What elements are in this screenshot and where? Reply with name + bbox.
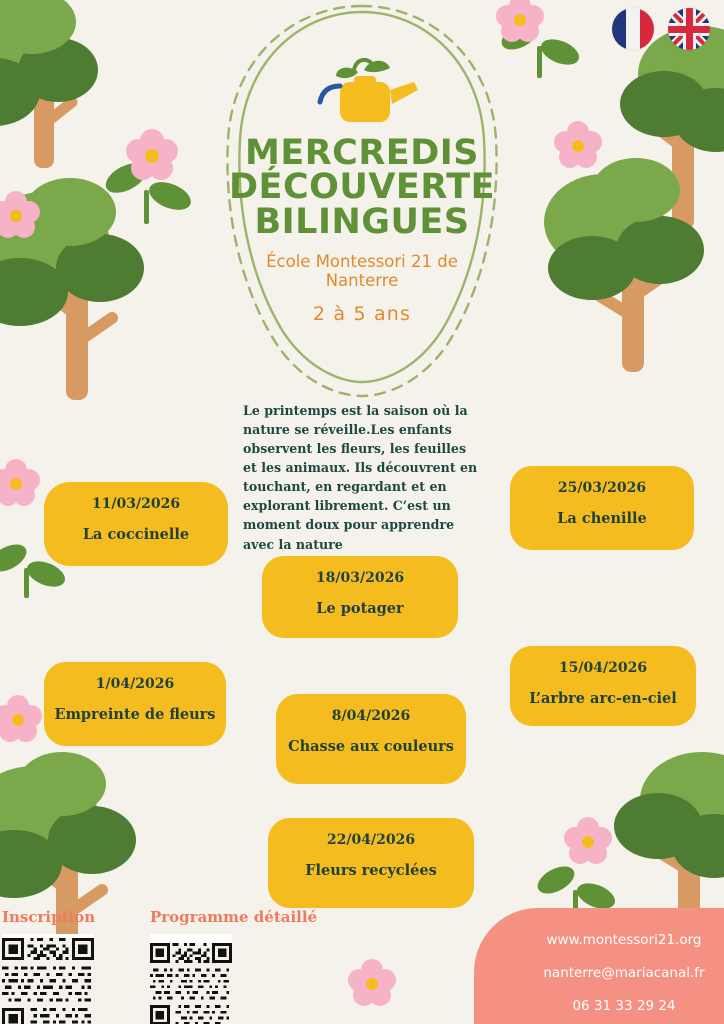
session-date: 1/04/2026 xyxy=(95,676,175,692)
session-title: Fleurs recyclées xyxy=(305,862,437,879)
school-line-1: École Montessori 21 de xyxy=(266,251,458,271)
inscription-qr-block[interactable] xyxy=(2,908,95,1024)
session-card[interactable] xyxy=(510,466,694,550)
uk-flag[interactable] xyxy=(668,8,710,50)
programme-qr-code[interactable] xyxy=(150,934,232,1024)
session-date: 18/03/2026 xyxy=(315,570,405,586)
age-range: 2 à 5 ans xyxy=(312,302,412,325)
session-title: La coccinelle xyxy=(82,526,190,543)
watering-can-icon xyxy=(302,56,422,132)
session-title: Le potager xyxy=(316,600,404,617)
title-line-2: DÉCOUVERTE xyxy=(229,167,495,208)
website-link[interactable]: www.montessori21.org xyxy=(546,932,702,948)
inscription-qr-code[interactable] xyxy=(2,934,94,1024)
session-card[interactable] xyxy=(44,482,228,566)
email-link[interactable]: nanterre@mariacanal.fr xyxy=(543,965,705,982)
school-name xyxy=(212,252,512,291)
session-title: Chasse aux couleurs xyxy=(288,738,454,755)
phone-number[interactable]: 06 31 33 29 24 xyxy=(572,998,676,1015)
session-date: 25/03/2026 xyxy=(557,480,647,496)
session-date: 15/04/2026 xyxy=(558,660,648,676)
contact-block xyxy=(474,908,724,1024)
programme-qr-block[interactable] xyxy=(150,908,317,1024)
intro-paragraph: Le printemps est la saison où la nature se réveille.Les enfants observent les fleurs, les feuilles et les animaux. Ils découvrent en touchant, en regardant et en explorant librement. C’est un moment doux pour apprendre avec la nature xyxy=(243,402,478,552)
session-card[interactable] xyxy=(44,662,226,746)
session-title: La chenille xyxy=(557,510,647,527)
session-date: 8/04/2026 xyxy=(331,708,411,724)
session-card[interactable] xyxy=(276,694,466,784)
session-date: 11/03/2026 xyxy=(91,496,181,512)
session-card[interactable] xyxy=(262,556,458,638)
title-line-1: MERCREDIS xyxy=(244,133,480,173)
session-card[interactable] xyxy=(510,646,696,726)
french-flag[interactable] xyxy=(612,8,654,50)
title-line-3: BILINGUES xyxy=(254,201,470,242)
session-card[interactable] xyxy=(268,818,474,908)
session-title: Empreinte de fleurs xyxy=(54,706,216,723)
session-title: L’arbre arc-en-ciel xyxy=(529,690,677,707)
school-line-2: Nanterre xyxy=(325,271,399,291)
page-title xyxy=(212,133,512,242)
inscription-label: Inscription xyxy=(2,908,96,926)
programme-label: Programme détaillé xyxy=(150,908,318,926)
header-badge xyxy=(212,6,512,366)
session-date: 22/04/2026 xyxy=(326,832,416,848)
language-flags xyxy=(612,8,710,50)
